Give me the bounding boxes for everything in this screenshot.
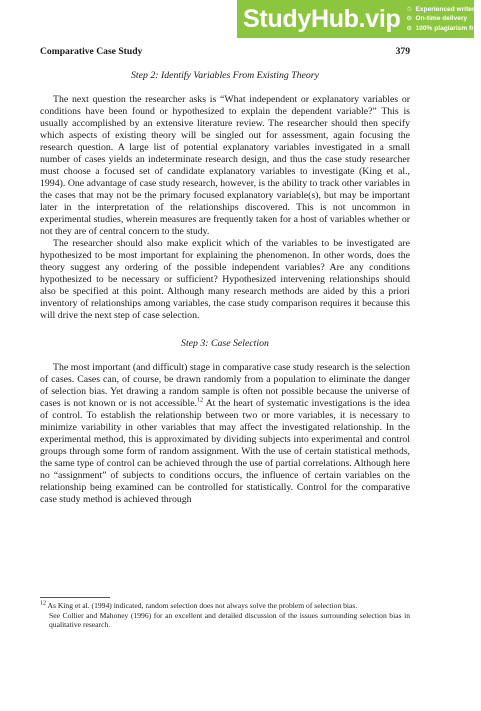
paragraph-text: The most important (and difficult) stage in comparative case study research is the selection of cases. Cases can, of course, be drawn randomly from a population to eliminate the danger of selection bias. Yet drawing a random sample is often not possible because the universe of cases is not known or is not accessible. <box>40 362 410 409</box>
paragraph-text: At the heart of systematic investigations is the idea of control. To establish the relationship between two or more variables, it is necessary to minimize variability in other variables that may affect the investigated relationship. In the experimental method, this is approximated by dividing subjects into experimental and control groups through some form of random assignment. With the use of certain statistical methods, the same type of control can be achieved through the use of partial correlations. Although here no “assignment” of subjects to conditions occurs, the influence of certain variables on the relationship being examined can be controlled for statistically. Control for the comparative case study method is achieved through <box>40 398 410 505</box>
perk-item <box>407 5 481 15</box>
body-paragraph <box>40 362 410 506</box>
footnote-text: As King et al. (1994) indicated, random selection does not always solve the problem of selection bias. <box>46 601 358 610</box>
perk-text: On-time delivery <box>415 15 468 23</box>
page-number: 379 <box>395 46 410 57</box>
page-body <box>40 70 410 506</box>
running-header <box>40 46 410 57</box>
perk-item <box>407 24 481 34</box>
footnote-line: See Collier and Mahoney (1996) for an excellent and detailed discussion of the issues surrounding selection bias in qualitative research. <box>49 610 410 629</box>
section-heading-step-2: Step 2: Identify Variables From Existing Theory <box>131 70 319 81</box>
footnote-reference[interactable]: 12 <box>197 397 204 404</box>
perk-item <box>407 14 481 24</box>
footnote-divider <box>40 597 110 598</box>
section-heading-step-3: Step 3: Case Selection <box>181 338 269 349</box>
perks-list <box>407 5 481 34</box>
studyhub-banner[interactable] <box>237 0 481 38</box>
star-icon: ✩ <box>406 5 413 13</box>
brand-logo[interactable]: StudyHub.vip <box>243 4 401 33</box>
running-title: Comparative Case Study <box>40 46 143 57</box>
footnote <box>40 601 410 630</box>
footnote-line <box>40 601 410 611</box>
check-icon: ⊙ <box>406 24 413 32</box>
body-paragraph: The researcher should also make explicit which of the variables to be investigated are hypothesized to be most important for explaining the phenomenon. In other words, does the theory suggest any ordering of the possible independent variables? Are any conditions hypothesized to be necessary or sufficient? Hypothesized intervening relationships should also be specified at this point. Although many research methods are aided by this a priori inventory of relationships among variables, the case study comparison requires it because this will drive the next step of case selection. <box>40 238 410 321</box>
perk-text: 100% plagiarism free <box>415 24 481 32</box>
footnote-number: 12 <box>40 600 46 607</box>
perk-text: Experienced writers <box>415 5 479 13</box>
clock-icon: ⊙ <box>406 15 413 23</box>
body-paragraph: The next question the researcher asks is “What independent or explanatory variables or conditions have been found or hypothesized to explain the dependent variable?” This is usually accomplished by an extensive literature review. The researcher should then specify which aspects of existing theory will be singled out for assessment, again focusing the research question. A large list of potential explanatory variables investigated in a small number of cases yields an indeterminate research design, and thus the case study researcher must choose a focused set of candidate explanatory variables to investigate (King et al., 1994). One advantage of case study research, however, is the ability to track other variables in the cases that may not be the primary focused explanatory variable(s), but may be important later in the interpretation of the relationships discovered. This is not uncommon in experimental studies, wherein measures are frequently taken for a host of variables whether or not they are of central concern to the study. <box>40 94 410 237</box>
